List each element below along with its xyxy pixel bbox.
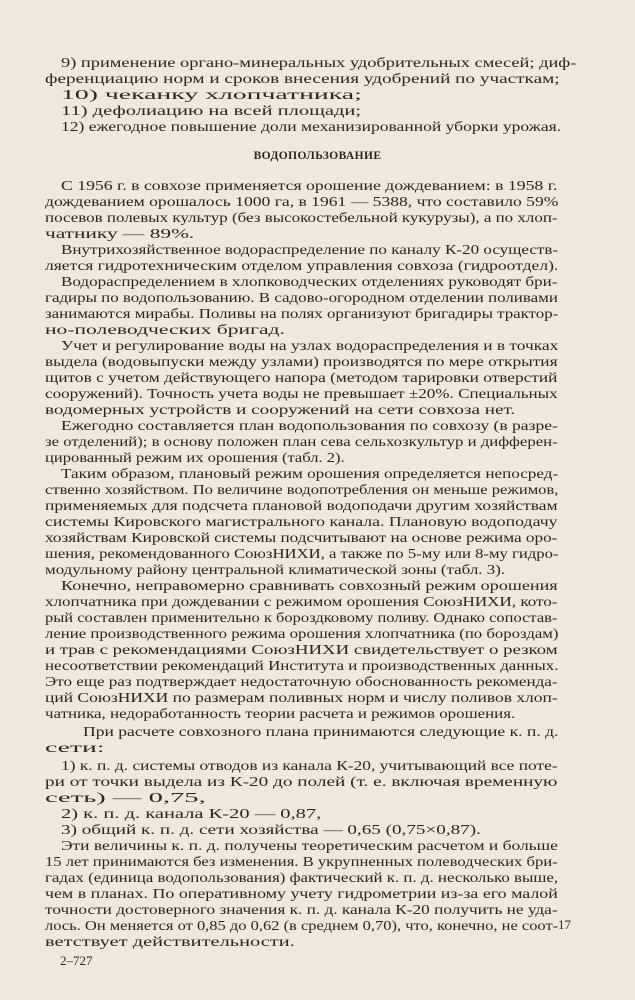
text-line: чем в планах. По оперативному учету гидрометрии из-за его малой (45, 886, 558, 901)
text-line: Эти величины к. п. д. получены теоретическим расчетом и больше (61, 838, 558, 853)
text-line: хозяйствам Кировской системы подсчитывают на основе режима оро- (45, 530, 558, 545)
text-line: С 1956 г. в совхозе применяется орошение дождеванием: в 1958 г. (61, 178, 558, 193)
text-line: модульному району центральной климатической зоны (табл. 3). (45, 562, 506, 577)
text-line: посевов полевых культур (без высокостебельной кукурузы), а по хлоп- (45, 210, 558, 225)
text-line: хлопчатника при дождевании с режимом орошения СоюзНИХИ, кото- (45, 594, 558, 609)
text-line: дождеванием орошалось 1000 га, в 1961 — 5388, что составило 59% (45, 194, 559, 209)
text-line: рый составлен применительно к бороздковому поливу. Однако сопостав- (45, 610, 558, 625)
list-item: 11) дефолиацию на всей площади; (61, 103, 362, 118)
list-item: ференциацию норм и сроков внесения удобрений по участкам; (45, 71, 560, 86)
text-line: сеть) — 0,75, (45, 790, 206, 805)
text-line: чатнику — 89%. (45, 226, 195, 241)
text-line: Таким образом, плановый режим орошения определяется непосред- (61, 466, 559, 481)
text-line: точности достоверного значения к. п. д. канала К-20 получить не уда- (45, 902, 558, 917)
text-line: ций СоюзНИХИ по размерам поливных норм и числу поливов хлоп- (45, 690, 558, 705)
text-line: несоответствии рекомендаций Института и производственных данных. (45, 658, 559, 673)
text-line: Конечно, неправомерно сравнивать совхозный режим орошения (61, 578, 558, 593)
list-item: 12) ежегодное повышение доли механизированной уборки урожая. (61, 119, 562, 134)
text-line: но-полеводческих бригад. (45, 322, 285, 337)
text-line: ственно хозяйством. По величине водопотребления он меньше режимов, (45, 482, 559, 497)
text-line: сооружений). Точность учета воды не превышает ±20%. Специальных (45, 386, 558, 401)
text-line: гадах (единица водопользования) фактический к. п. д. несколько выше, (45, 870, 559, 885)
text-line: ление производственного режима орошения хлопчатника (по бороздам) (45, 626, 559, 641)
footer-signature: 2–727 (60, 953, 93, 968)
text-line: зе отделений); в основу положен план сева сельхозкультур и дифферен- (45, 434, 558, 449)
text-line: чатника, недоработанность теории расчета и режимов орошения. (45, 706, 516, 721)
text-line: При расчете совхозного плана принимаются следующие к. п. д. (83, 724, 559, 739)
text-line: ри от точки выдела из К-20 до полей (т. е. включая временную (45, 774, 558, 789)
text-line: 3) общий к. п. д. сети хозяйства — 0,65 (0,75×0,87). (61, 822, 481, 837)
text-line: Это еще раз подтверждает недостаточную обоснованность рекоменда- (45, 674, 558, 689)
text-line: шения, рекомендованного СоюзНИХИ, а также по 5-му или 8-му гидро- (45, 546, 559, 561)
text-line: водомерных устройств и сооружений на сети совхоза нет. (45, 402, 516, 417)
text-line: ляется гидротехническим отделом управления совхоза (гидроотдел). (45, 258, 559, 273)
text-line: сети: (45, 740, 105, 755)
text-line: гадиры по водопользованию. В садово-огородном отделении поливами (45, 290, 558, 305)
text-line: Учет и регулирование воды на узлах водораспределения и в точках (61, 338, 559, 353)
list-item: 10) чеканку хлопчатника; (61, 87, 362, 102)
text-line: Внутрихозяйственное водораспределение по каналу К-20 осуществ- (61, 242, 559, 257)
text-line: 2) к. п. д. канала К-20 — 0,87, (61, 806, 322, 821)
text-line: Ежегодно составляется план водопользования по совхозу (в разре- (61, 418, 558, 433)
text-line: щитов с учетом действующего напора (методом тарировки отверстий (45, 370, 558, 385)
text-line: 15 лет принимаются без изменения. В укрупненных полеводческих бри- (45, 854, 558, 869)
text-line: лось. Он меняется от 0,85 до 0,62 (в среднем 0,70), что, конечно, не соот- (45, 918, 559, 933)
text-line: системы Кировского магистрального канала. Плановую водоподачу (45, 514, 558, 529)
page-number: 17 (558, 917, 571, 932)
text-line: выдела (водовыпуски между узлами) производятся по мере открытия (45, 354, 558, 369)
text-line: 1) к. п. д. системы отводов из канала К-20, учитывающий все поте- (61, 758, 558, 773)
text-line: и трав с рекомендациями СоюзНИХИ свидетельствует о резком (45, 642, 558, 657)
text-line: ветствует действительности. (45, 934, 295, 949)
section-heading: ВОДОПОЛЬЗОВАНИЕ (253, 150, 382, 162)
list-item: 9) применение органо-минеральных удобрительных смесей; диф- (61, 55, 577, 70)
text-line: Водораспределением в хлопководческих отделениях руководят бри- (61, 274, 558, 289)
text-line: цированный режим их орошения (табл. 2). (45, 450, 345, 465)
text-line: применяемых для подсчета плановой водоподачи другим хозяйствам (45, 498, 558, 513)
text-line: занимаются мирабы. Поливы на полях организуют бригадиры трактор- (45, 306, 559, 321)
